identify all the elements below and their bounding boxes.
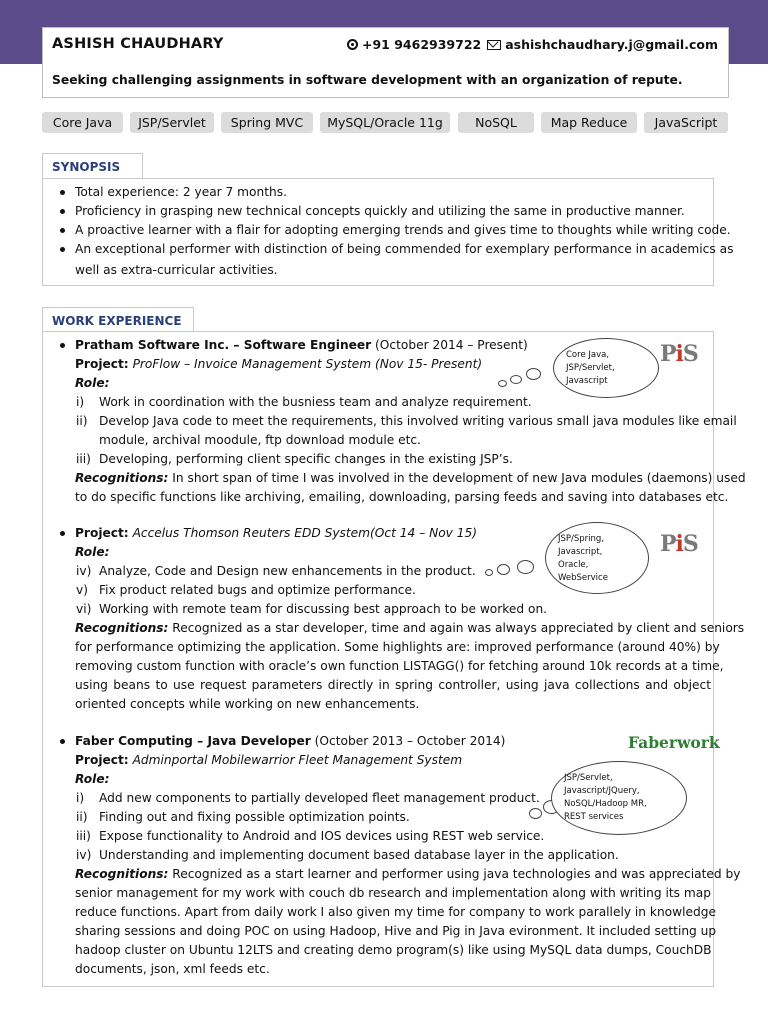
skill-tag: JSP/Servlet — [130, 112, 214, 133]
project-name: Adminportal Mobilewarrior Fleet Management System — [132, 753, 463, 767]
role-item: iii) Developing, performing client specific changes in the existing JSP’s. — [76, 452, 513, 466]
pratham-software-logo: PiS — [660, 531, 698, 557]
role-item: v) Fix product related bugs and optimize performance. — [76, 583, 416, 597]
work-experience-heading: WORK EXPERIENCE — [42, 307, 194, 333]
recognition-text: to do specific functions like archiving, emailing, downloading, parsing feeds and saving into databases etc. — [75, 490, 729, 504]
skills-bar — [42, 112, 730, 134]
faberwork-logo: Faberwork — [628, 733, 720, 752]
work-experience-section — [42, 331, 746, 987]
role-label: Role: — [75, 545, 110, 559]
role-label: Role: — [75, 376, 110, 390]
job-company-title: Pratham Software Inc. – Software Engineer — [75, 338, 372, 352]
job-company-title: Faber Computing – Java Developer — [75, 734, 311, 748]
skill-tag: JavaScript — [644, 112, 728, 133]
list-item: Proficiency in grasping new technical concepts quickly and utilizing the same in productive manner. — [43, 202, 713, 221]
role-item-continued: module, archival moodule, ftp download module etc. — [99, 433, 421, 447]
role-item: vi) Working with remote team for discussing best approach to be worked on. — [76, 602, 548, 616]
recognition-text: using beans to use request parameters directly in spring controller, using java collections and object — [75, 678, 711, 692]
pratham-software-logo: PiS — [660, 341, 698, 367]
phone-number[interactable]: +91 9462939722 — [362, 37, 482, 52]
recognition-text: for performance optimizing the application. Some highlights are: improved performance (around 40%) by — [75, 640, 720, 654]
career-objective: Seeking challenging assignments in software development with an organization of repute. — [52, 73, 683, 87]
recognition-text: senior management for my work with couch db research and implementation along with writing its map — [75, 886, 711, 900]
synopsis-heading: SYNOPSIS — [42, 153, 143, 179]
role-item: i) Work in coordination with the busniess team and analyze requirement. — [76, 395, 532, 409]
resume-header — [42, 27, 729, 98]
project-name: ProFlow – Invoice Management System (Nov 15- Present) — [132, 357, 483, 371]
role-item: iii) Expose functionality to Android and IOS devices using REST web service. — [76, 829, 545, 843]
job-entry-faber: Faber Computing – Java Developer (October 2013 – October 2014) Project: Adminportal Mobilewarrior Fleet Management System Role: i) Add new components to partially developed fleet management product. ii) Finding out and fixing possible optimization points. iii) Expose functionality to Android and IOS devices using REST web service. iv) Understanding and implementing document based database layer in the application. Recognitions: Recognized as a start learner and performer using java technologies and was appreciated by senior management for my work with couch db research and implementation along with writing its map reduce functions. Apart from daily work I also given my time for company to work parallely in knowledge sharing sessions and doing POC on using Hadoop, Hive and Pig in Java evironment. It included setting up hadoop cluster on Ubuntu 12LTS and creating demo program(s) like using MySQL data dumps, CouchDB documents, json, xml feeds etc. — [43, 732, 711, 979]
tech-stack-cloud: JSP/Servlet, Javascript/JQuery, NoSQL/Hadoop MR, REST services — [551, 761, 687, 835]
list-item: Total experience: 2 year 7 months. — [43, 183, 713, 202]
recognition-text: Recognitions: Recognized as a start learner and performer using java technologies and was appreciated by — [75, 867, 741, 881]
skill-tag: Core Java — [42, 112, 123, 133]
list-item: An exceptional performer with distinction of being commended for exemplary performance in academics as — [43, 240, 713, 259]
phone-icon — [347, 39, 358, 50]
contact-info — [347, 37, 718, 52]
project-label: Project: — [75, 357, 129, 371]
list-item: A proactive learner with a flair for adopting emerging trends and gives time to thoughts while writing code. — [43, 221, 713, 240]
recognition-text: reduce functions. Apart from daily work I also given my time for company to work parallely in knowledge — [75, 905, 716, 919]
recognition-text: removing custom function with oracle’s own function LISTAGG() for fetching around 10k records at a time, — [75, 659, 724, 673]
role-label: Role: — [75, 772, 110, 786]
job-period: (October 2013 – October 2014) — [314, 734, 506, 748]
role-item: i) Add new components to partially developed fleet management product. — [76, 791, 540, 805]
email-address[interactable]: ashishchaudhary.j@gmail.com — [505, 37, 718, 52]
recognition-text: oriented concepts while working on new enhancements. — [75, 697, 420, 711]
list-item-continued: well as extra-curricular activities. — [75, 263, 278, 277]
role-item: iv) Analyze, Code and Design new enhancements in the product. — [76, 564, 476, 578]
recognition-text: Recognitions: In short span of time I was involved in the development of new Java modules (daemons) used — [75, 471, 746, 485]
job-period: (October 2014 – Present) — [375, 338, 528, 352]
synopsis-section — [42, 178, 734, 286]
role-item: ii) Finding out and fixing possible optimization points. — [76, 810, 410, 824]
skill-tag: Map Reduce — [541, 112, 637, 133]
tech-stack-cloud: JSP/Spring, Javascript, Oracle, WebService — [545, 522, 649, 594]
recognition-text: Recognitions: Recognized as a star developer, time and again was always appreciated by client and seniors — [75, 621, 745, 635]
skill-tag: MySQL/Oracle 11g — [320, 112, 450, 133]
role-item: iv) Understanding and implementing document based database layer in the application. — [76, 848, 619, 862]
candidate-name: ASHISH CHAUDHARY — [52, 36, 224, 52]
skill-tag: NoSQL — [458, 112, 534, 133]
recognition-text: hadoop cluster on Ubuntu 12LTS and creating demo program(s) like using MySQL data dumps, CouchDB — [75, 943, 712, 957]
job-entry-accelus: Project: Accelus Thomson Reuters EDD System(Oct 14 – Nov 15) Role: iv) Analyze, Code and Design new enhancements in the product. v) Fix product related bugs and optimize performance. vi) Working with remote team for discussing best approach to be worked on. Recognitions: Recognized as a star developer, time and again was always appreciated by client and seniors for performance optimizing the application. Some highlights are: improved performance (around 40%) by removing custom function with oracle’s own function LISTAGG() for fetching around 10k records at a time, using beans to use request parameters directly in spring controller, using java collections and object oriented concepts while working on new enhancements. — [43, 524, 711, 714]
skill-tag: Spring MVC — [221, 112, 313, 133]
recognition-text: sharing sessions and doing POC on using Hadoop, Hive and Pig in Java evironment. It included setting up — [75, 924, 717, 938]
tech-stack-cloud: Core Java, JSP/Servlet, Javascript — [553, 338, 659, 398]
project-name: Accelus Thomson Reuters EDD System(Oct 14 – Nov 15) — [132, 526, 478, 540]
recognition-text: documents, json, xml feeds etc. — [75, 962, 270, 976]
email-icon — [487, 40, 501, 50]
role-item: ii) Develop Java code to meet the requirements, this involved writing various small java modules like email — [76, 414, 737, 428]
